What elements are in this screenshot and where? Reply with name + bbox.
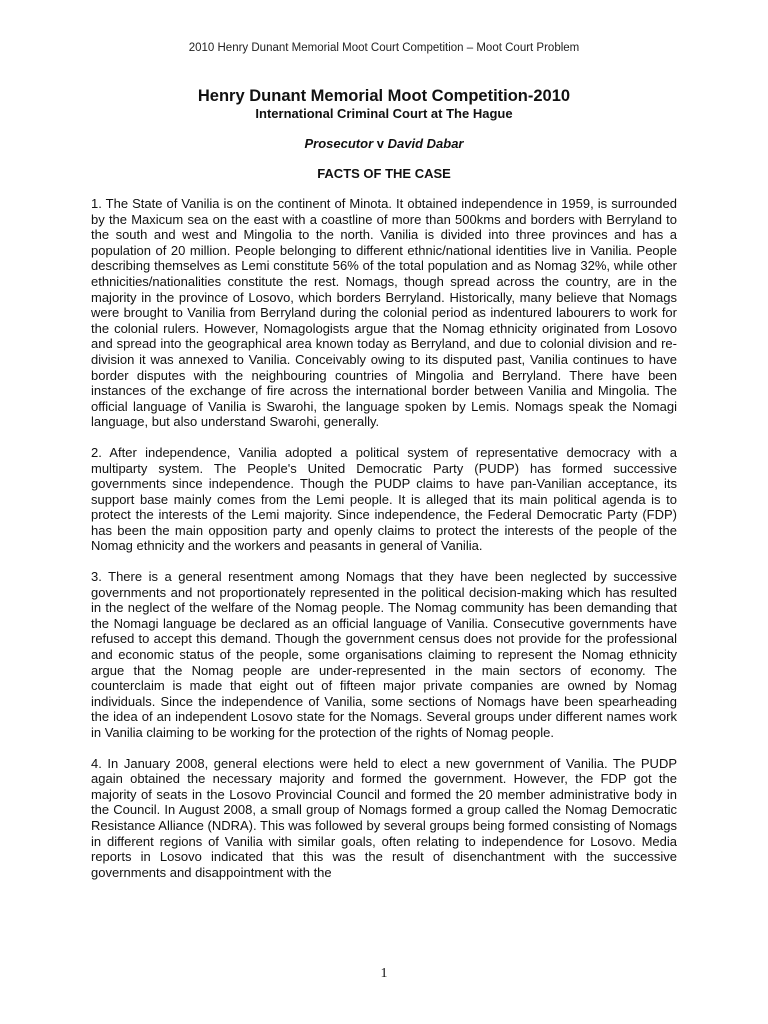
- title-block: [0, 86, 768, 182]
- document-subtitle: International Criminal Court at The Hague: [255, 106, 513, 121]
- paragraph-3: 3. There is a general resentment among Nomags that they have been neglected by successive governments and not proportionately represented in the political decision-making which has resulted in the neglect of the welfare of the Nomag people. The Nomag community has been demanding that the Nomagi language be declared as an official language of Vanilia. Consecutive governments have refused to accept this demand. Though the government census does not provide for the professional and economic status of the people, some organisations claiming to represent the Nomag ethnicity argue that the Nomag people are under-represented in the main sectors of economy. The counterclaim is made that eight out of fifteen major private companies are owned by Nomag individuals. Since the independence of Vanilia, some sections of Nomags have been spearheading the idea of an independent Losovo state for the Nomags. Several groups under different names work in Vanilia claiming to be working for the protection of the rights of Nomag people.: [91, 569, 677, 740]
- paragraph-1: 1. The State of Vanilia is on the continent of Minota. It obtained independence in 1959, is surrounded by the Maxicum sea on the east with a coastline of more than 500kms and borders with Berryland to the south and west and Mingolia to the north. Vanilia is divided into three provinces and has a population of 20 million. People belonging to different ethnic/national identities live in Vanilia. People describing themselves as Lemi constitute 56% of the total population and as Nomag 32%, while other ethnicities/nationalities constitute the rest. Nomags, though spread across the country, are in the majority in the province of Losovo, which borders Berryland. Historically, many believe that Nomags were brought to Vanilia from Berryland during the colonial period as indentured labourers to work for the colonial rulers. However, Nomagologists argue that the Nomag ethnicity originated from Losovo and spread into the geographical area known today as Berryland, and due to colonial division and re-division it was annexed to Vanilia. Conceivably owing to its disputed past, Vanilia continues to have border disputes with the neighbouring countries of Mingolia and Berryland. There have been instances of the exchange of fire across the international border between Vanilia and Mingolia. The official language of Vanilia is Swarohi, the language spoken by Lemis. Nomags speak the Nomagi language, but also understand Swarohi, generally.: [91, 196, 677, 430]
- case-versus: v: [376, 136, 384, 151]
- document-body: [91, 196, 677, 895]
- paragraph-2: 2. After independence, Vanilia adopted a political system of representative democracy with a multiparty system. The People's United Democratic Party (PUDP) has formed successive governments since independence. Though the PUDP claims to have pan-Vanilian acceptance, its support base mainly comes from the Lemi people. It is alleged that its main political agenda is to protect the interests of the Lemi majority. Since independence, the Federal Democratic Party (FDP) has been the main opposition party and openly claims to protect the interests of the people of the Nomag ethnicity and the workers and peasants in general of Vanilia.: [91, 444, 677, 554]
- case-name: [0, 136, 768, 152]
- paragraph-4: 4. In January 2008, general elections were held to elect a new government of Vanilia. The PUDP again obtained the necessary majority and formed the government. However, the FDP got the majority of seats in the Losovo Provincial Council and formed the 20 member administrative body in the Council. In August 2008, a small group of Nomags formed a group called the Nomag Democratic Resistance Alliance (NDRA). This was followed by several groups being formed consisting of Nomags in different regions of Vanilia with similar goals, often relating to independence for Losovo. Media reports in Losovo indicated that this was the result of disenchantment with the successive governments and disappointment with the: [91, 755, 677, 880]
- document-title: Henry Dunant Memorial Moot Competition-2010: [197, 87, 571, 105]
- running-header: 2010 Henry Dunant Memorial Moot Court Competition – Moot Court Problem: [188, 42, 580, 54]
- case-plaintiff: Prosecutor: [304, 136, 374, 151]
- section-heading: FACTS OF THE CASE: [317, 166, 451, 181]
- page-number: 1: [380, 966, 388, 981]
- case-defendant: David Dabar: [387, 136, 464, 151]
